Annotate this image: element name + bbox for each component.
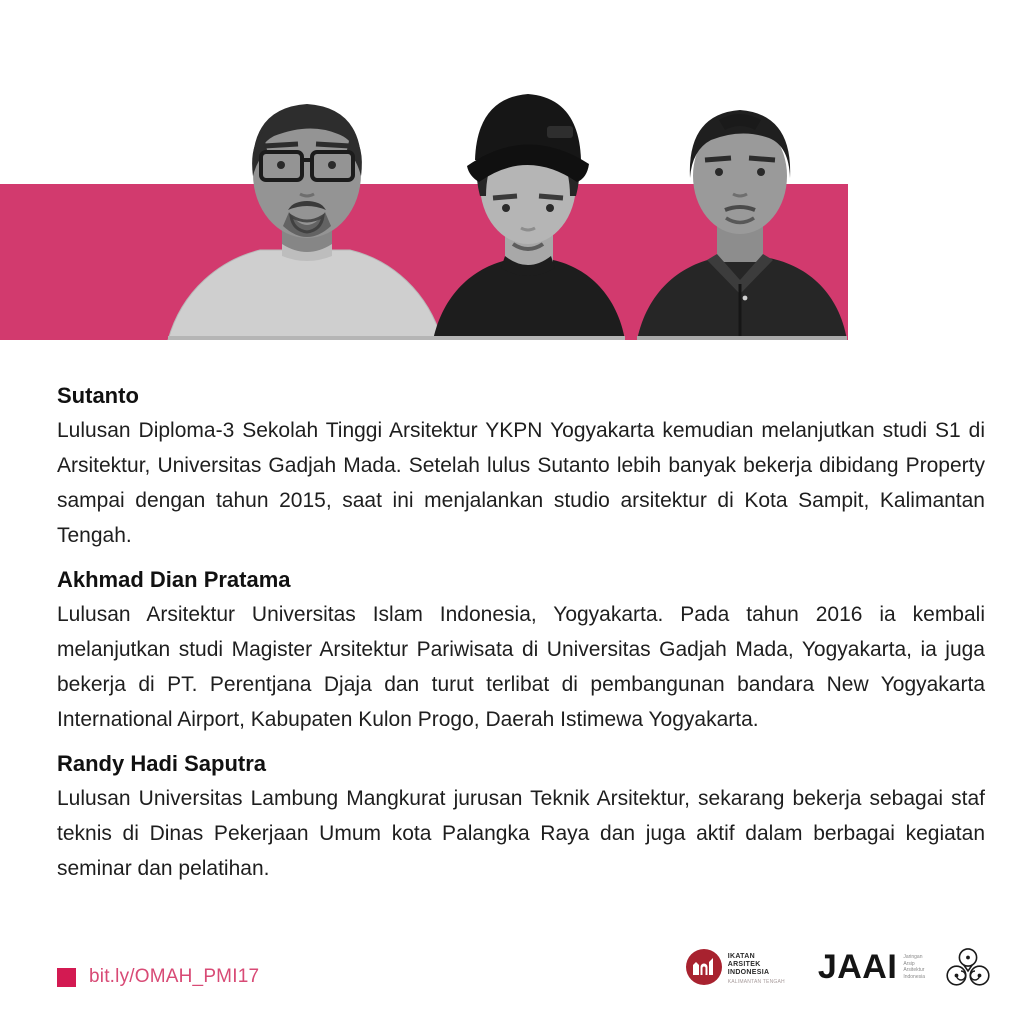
jaai-subtitle [903, 954, 925, 980]
jaai-sub2: Arsip [903, 960, 915, 967]
iai-logo-text [728, 948, 785, 985]
portrait-sutanto-illustration [160, 94, 450, 340]
iai-logo [685, 948, 785, 986]
bio-text: Lulusan Arsitektur Universitas Islam Indonesia, Yogyakarta. Pada tahun 2016 ia kembali melanjutkan studi Magister Arsitektur Pariwisata di Universitas Gadjah Mada, Yogyakarta, ia juga bekerja di PT. Perentjana Djaja dan turut terlibat di pembangunan bandara New Yogyakarta International Airport, Kabupaten Kulon Progo, Daerah Istimewa Yogyakarta. [57, 603, 985, 731]
iai-line1: IKATAN [727, 953, 755, 960]
bio-randy-hadi-saputra [57, 746, 985, 886]
photo-akhmad-dian-pratama [427, 86, 628, 340]
bio-name: Randy Hadi Saputra [57, 751, 267, 776]
bio-sutanto [57, 378, 985, 553]
jaai-logo [818, 950, 925, 984]
jaai-wordmark: JAAI [817, 948, 898, 986]
iai-circle-icon [685, 948, 723, 986]
iai-line3: INDONESIA [727, 969, 770, 976]
three-spirals-icon [944, 946, 992, 988]
jaai-sub1: Jaringan [903, 954, 923, 960]
footer-logos [685, 946, 992, 988]
bio-name: Akhmad Dian Pratama [57, 567, 291, 592]
bio-akhmad-dian-pratama [57, 562, 985, 737]
footer-link[interactable] [57, 966, 259, 988]
iai-region: KALIMANTAN TENGAH [727, 979, 785, 985]
footer-link-label[interactable]: bit.ly/OMAH_PMI17 [89, 966, 260, 987]
iai-line2: ARSITEK [727, 961, 761, 968]
portrait-akhmad-illustration [427, 86, 628, 340]
bio-text: Lulusan Universitas Lambung Mangkurat jurusan Teknik Arsitektur, sekarang bekerja sebagai staf teknis di Dinas Pekerjaan Umum kota Palangka Raya dan juga aktif dalam berbagai kegiatan seminar dan pelatihan. [57, 787, 985, 880]
photo-randy-hadi-saputra [633, 98, 847, 340]
jaai-sub3: Arsitektur [903, 967, 925, 973]
photo-sutanto [160, 94, 450, 340]
portrait-randy-illustration [633, 98, 847, 340]
bio-text: Lulusan Diploma-3 Sekolah Tinggi Arsitektur YKPN Yogyakarta kemudian melanjutkan studi S1 di Arsitektur, Universitas Gadjah Mada. Setelah lulus Sutanto lebih banyak bekerja dibidang Property sampai dengan tahun 2015, saat ini menjalankan studio arsitektur di Kota Sampit, Kalimantan Tengah. [57, 419, 985, 547]
bios-section [57, 378, 985, 895]
bio-name: Sutanto [57, 383, 139, 408]
jaai-sub4: Indonesia [903, 973, 925, 980]
footer [0, 942, 1024, 1012]
pink-square-icon [57, 968, 76, 987]
